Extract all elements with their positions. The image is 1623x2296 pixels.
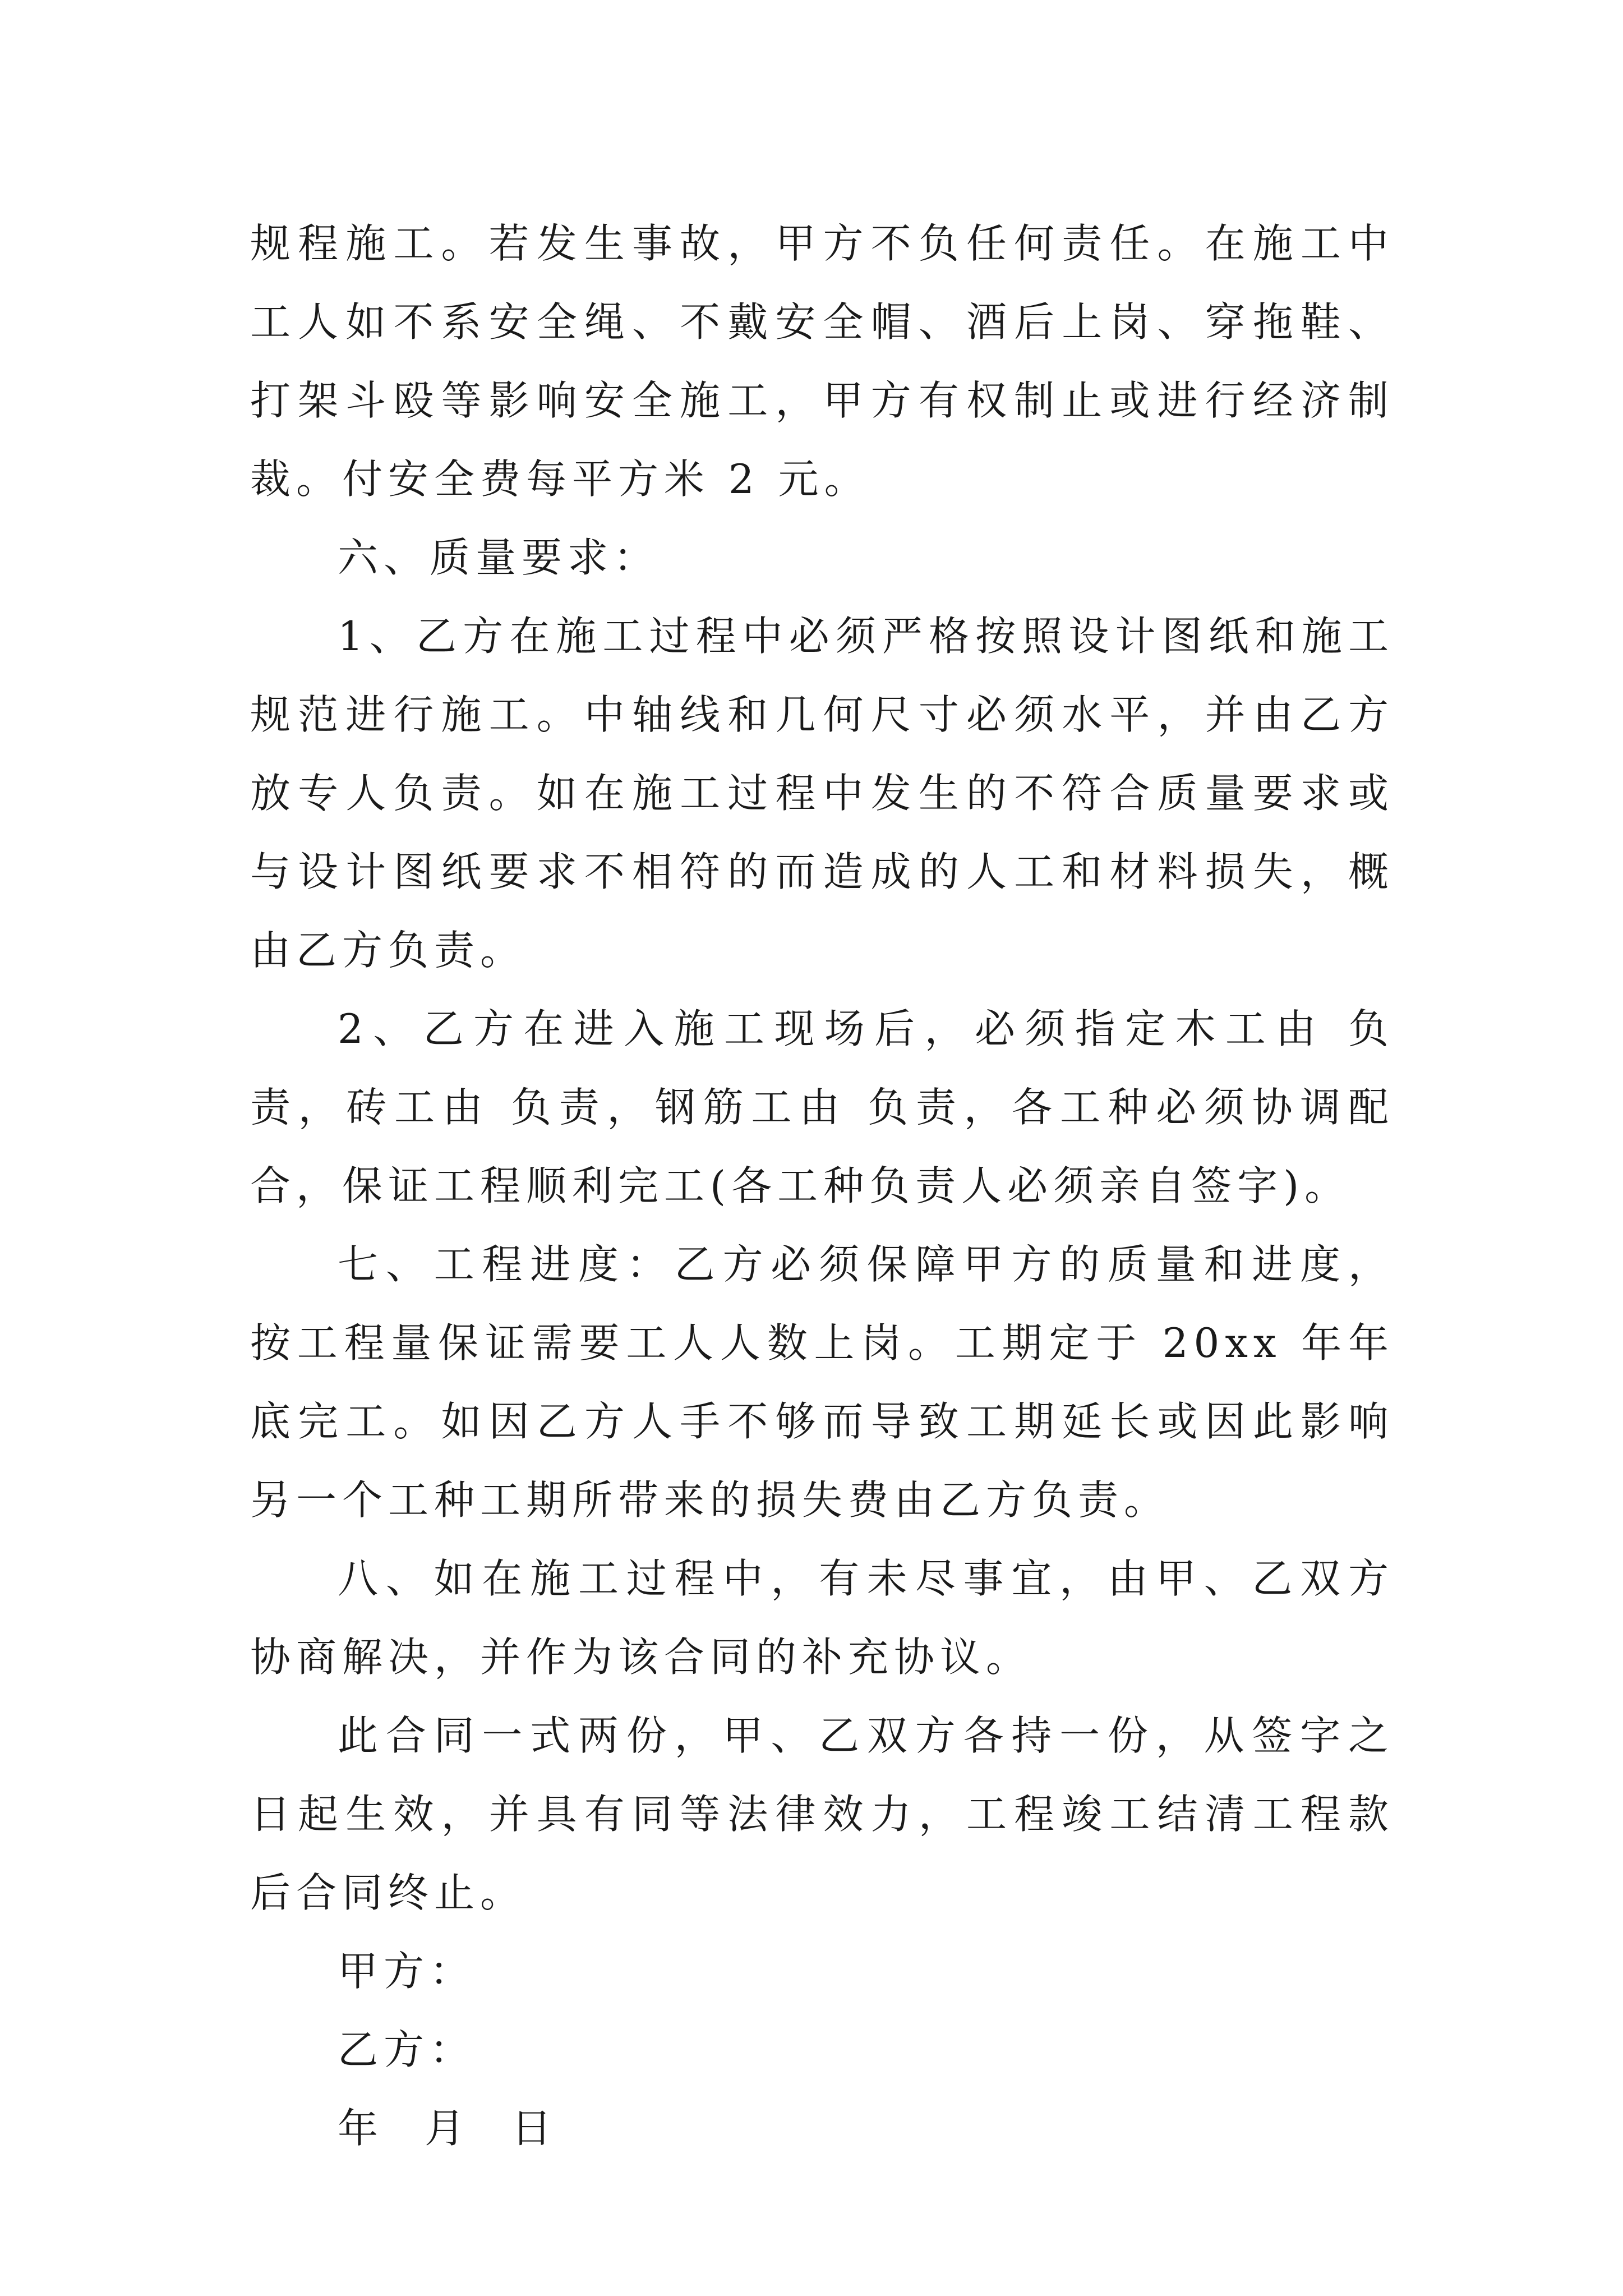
paragraph-safety-continued: 规程施工。若发生事故，甲方不负任何责任。在施工中工人如不系安全绳、不戴安全帽、酒后上岗、穿拖鞋、打架斗殴等影响安全施工，甲方有权制止或进行经济制裁。付安全费每平方米 2 元。 (250, 220, 1394, 503)
paragraph-progress: 七、工程进度：乙方必须保障甲方的质量和进度，按工程量保证需要工人人数上岗。工期定于 20xx 年年底完工。如因乙方人手不够而导致工期延长或因此影响另一个工种工期所带来的损失费由乙方负责。 (250, 1241, 1394, 1524)
paragraph-pending-matters: 八、如在施工过程中，有未尽事宜，由甲、乙双方协商解决，并作为该合同的补充协议。 (250, 1555, 1394, 1681)
paragraph-copies: 此合同一式两份，甲、乙双方各持一份，从签字之日起生效，并具有同等法律效力，工程竣工结清工程款后合同终止。 (250, 1712, 1394, 1916)
document-body (250, 204, 1394, 2168)
paragraph-quality-1: 1、乙方在施工过程中必须严格按照设计图纸和施工规范进行施工。中轴线和几何尺寸必须水平，并由乙方放专人负责。如在施工过程中发生的不符合质量要求或与设计图纸要求不相符的而造成的人工和材料损失，概由乙方负责。 (250, 613, 1394, 974)
paragraph-quality-2: 2、乙方在进入施工现场后，必须指定木工由 负责，砖工由 负责，钢筋工由 负责，各工种必须协调配合，保证工程顺利完工(各工种负责人必须亲自签字)。 (250, 1005, 1394, 1209)
signature-date: 年 月 日 (338, 2105, 557, 2152)
section-heading-quality: 六、质量要求： (338, 534, 660, 581)
signature-party-a: 甲方： (338, 1948, 476, 1995)
signature-party-b: 乙方： (338, 2026, 476, 2073)
